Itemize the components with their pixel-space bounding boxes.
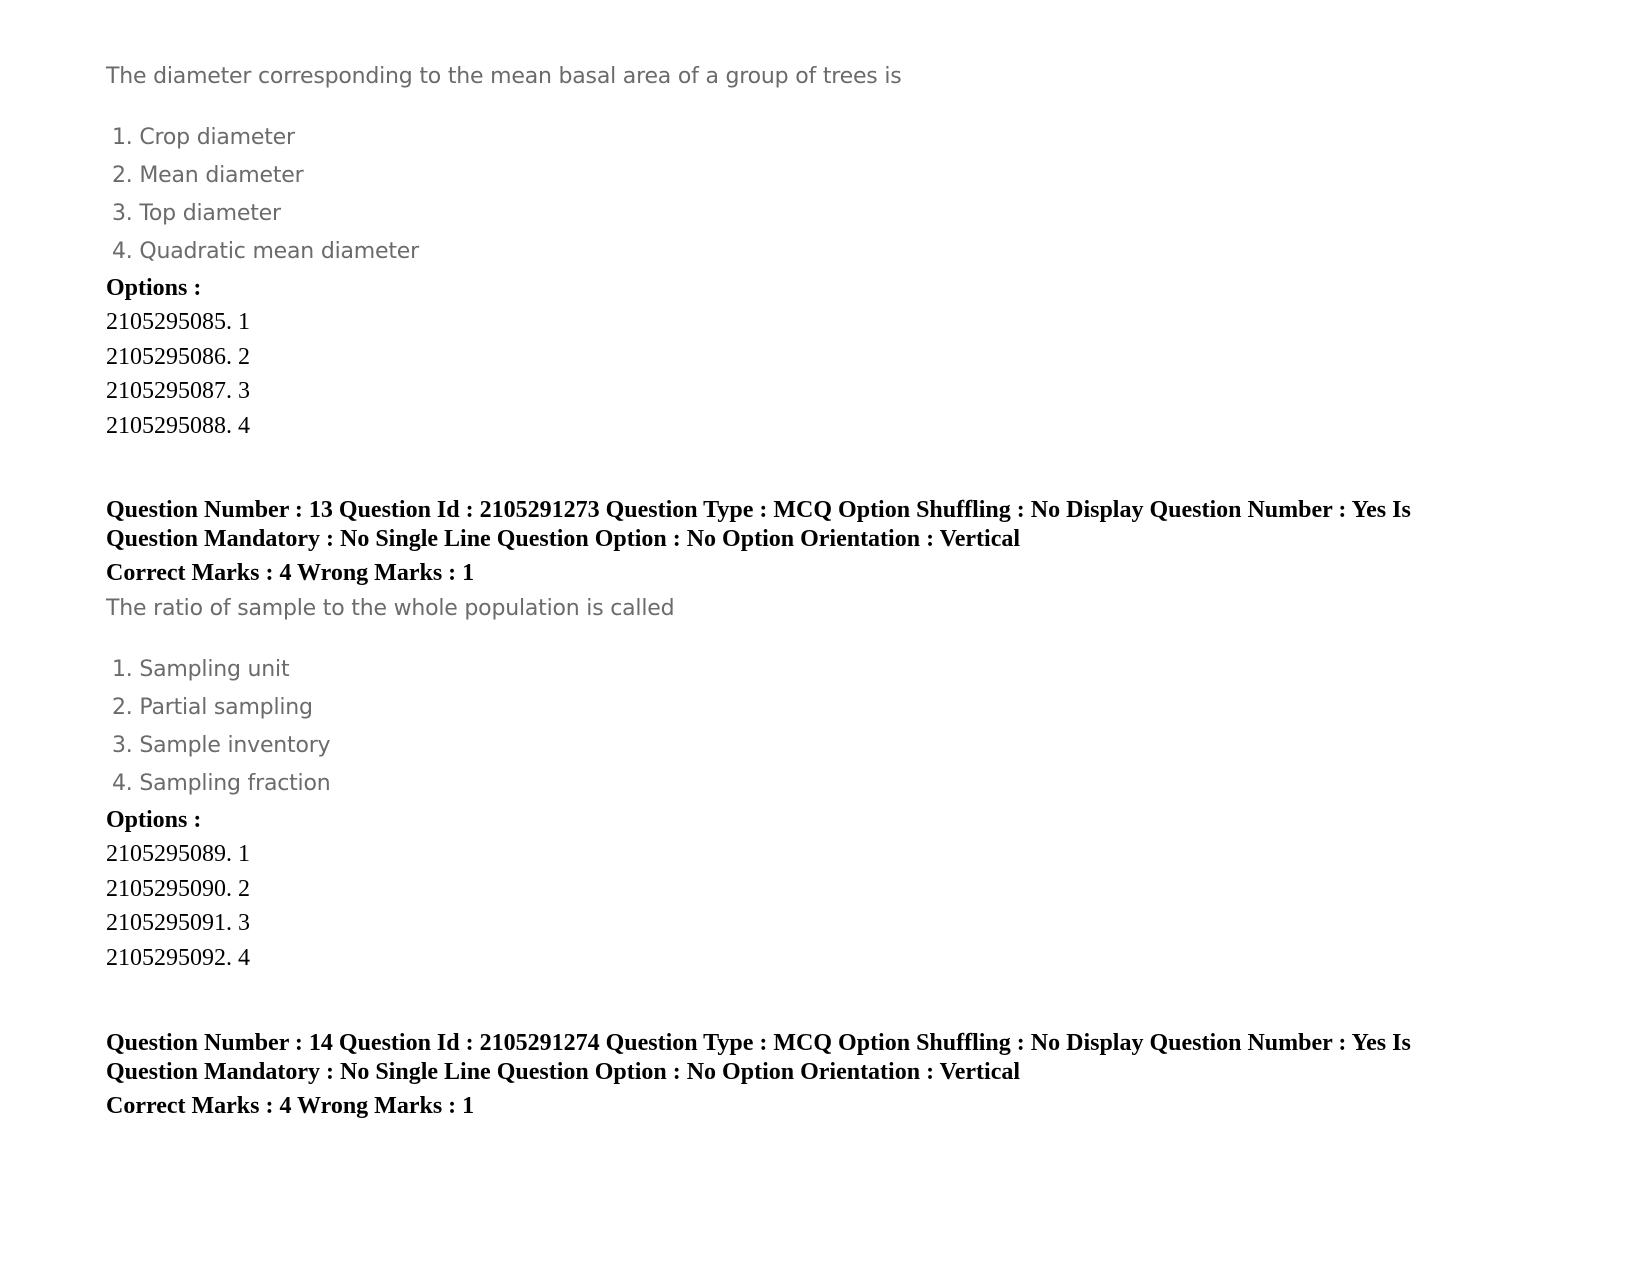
choice-item: 3. Top diameter [112,201,281,226]
option-id: 2105295087. 3 [106,378,250,404]
choice-item: 4. Quadratic mean diameter [112,239,419,264]
question-14-block [106,1029,1546,1121]
choice-item: 2. Partial sampling [112,695,313,720]
choice-item: 1. Sampling unit [112,657,290,682]
question-meta: Question Mandatory : No Single Line Question Option : No Option Orientation : Vertical [106,1059,1021,1085]
choice-item: 3. Sample inventory [112,733,331,758]
choice-item: 2. Mean diameter [112,163,304,188]
question-text: The diameter corresponding to the mean basal area of a group of trees is [106,64,902,89]
choice-item: 4. Sampling fraction [112,771,331,796]
choice-list [106,651,1546,803]
question-text: The ratio of sample to the whole population is called [106,596,675,621]
options-label: Options : [106,807,202,833]
option-id: 2105295092. 4 [106,944,250,971]
question-meta: Question Number : 13 Question Id : 2105291273 Question Type : MCQ Option Shuffling : No Display Question Number : Yes Is [106,497,1411,523]
options-label: Options : [106,275,202,301]
choice-list [106,119,1546,271]
option-id: 2105295089. 1 [106,841,250,867]
question-meta: Question Number : 14 Question Id : 2105291274 Question Type : MCQ Option Shuffling : No Display Question Number : Yes Is [106,1030,1411,1056]
choice-item: 1. Crop diameter [112,125,295,150]
option-id: 2105295086. 2 [106,343,250,370]
question-13-block [106,496,1546,975]
option-id: 2105295085. 1 [106,309,250,335]
marks-info: Correct Marks : 4 Wrong Marks : 1 [106,560,475,586]
option-id: 2105295091. 3 [106,910,250,936]
marks-info: Correct Marks : 4 Wrong Marks : 1 [106,1093,475,1119]
option-id: 2105295090. 2 [106,875,250,902]
question-meta: Question Mandatory : No Single Line Question Option : No Option Orientation : Vertical [106,526,1021,552]
question-12-block [106,62,1546,443]
option-id: 2105295088. 4 [106,412,250,439]
